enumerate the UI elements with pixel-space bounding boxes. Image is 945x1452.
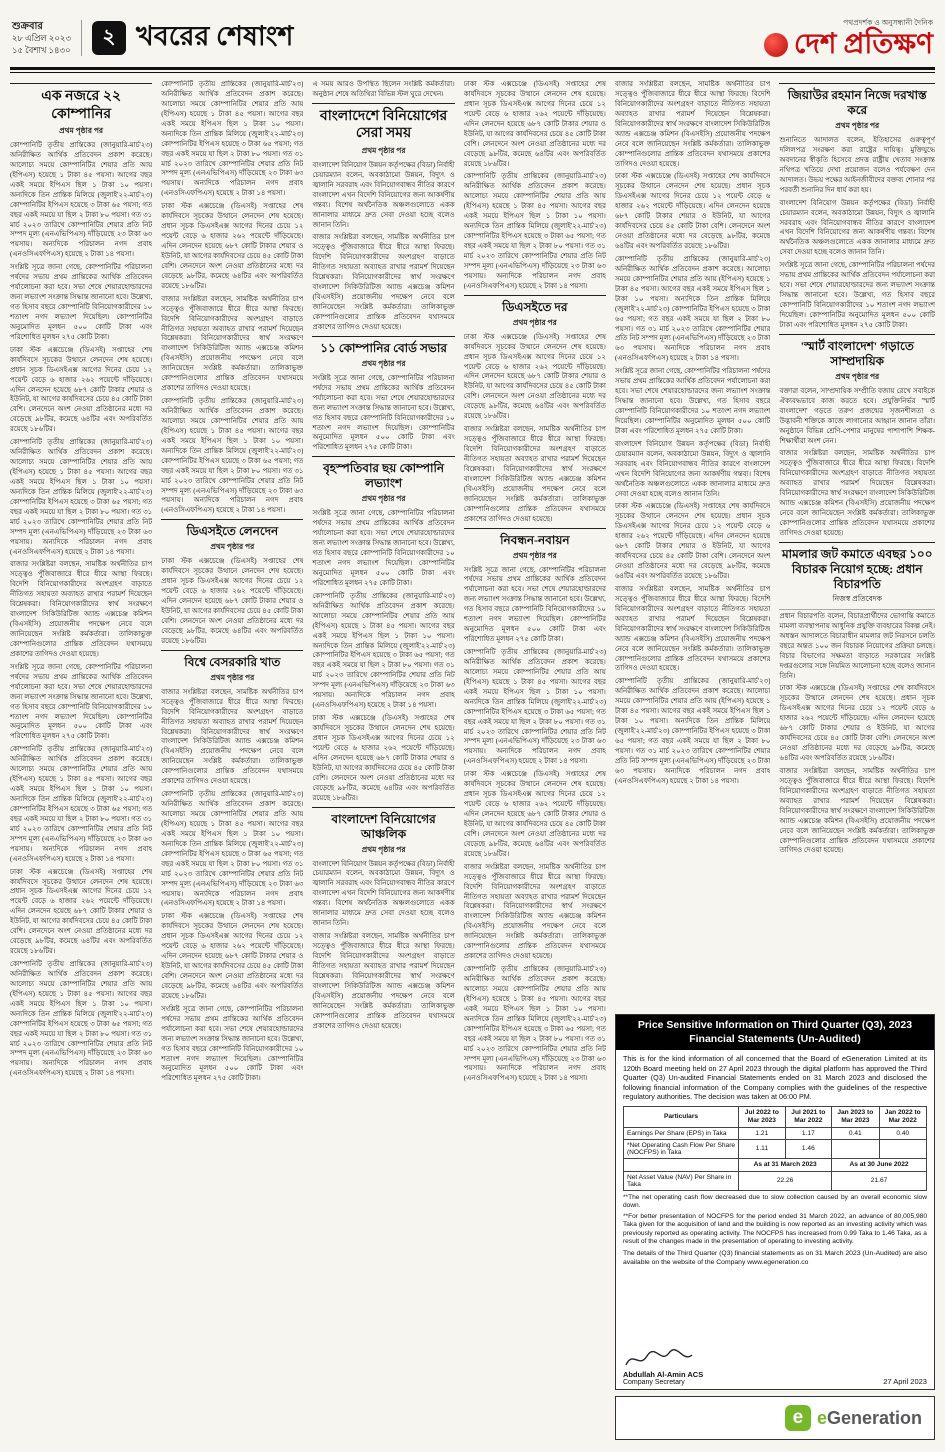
column-4: [464, 80, 606, 1440]
body-paragraph: প্রধান বিচারপতি বলেন, বিচারপ্রার্থীদের ভোগান্তি কমাতে মামলা ব্যবস্থাপনায় আধুনিক প্রযুক্তি ব্যবহারের বিকল্প নেই। অধস্তন আদালতে বিচারাধীন মামলার জট নিরসনে চলতি বছরে অন্তত ১০০ জন বিচারক নিয়োগের প্রক্রিয়া চলছে। বিচার বিভাগের সক্ষমতা বাড়াতে সরকারের সংশ্লিষ্ট দপ্তরগুলোর সঙ্গে নিয়মিত আলোচনা হচ্ছে বলেও জানান তিনি।: [779, 611, 935, 680]
kicker-continued: প্রথম পৃষ্ঠার পর: [59, 126, 104, 135]
body-paragraph: সংশ্লিষ্ট সূত্রে জানা গেছে, কোম্পানিটির পরিচালনা পর্ষদের সভায় প্রথম প্রান্তিকের আর্থিক প্রতিবেদন পর্যালোচনা করা হবে। সভা শেষে শেয়ারহোল্ডারদের জন্য লভ্যাংশ সংক্রান্ত সিদ্ধান্ত জানানো হবে। উল্লেখ্য, গত হিসাব বছরে কোম্পানিটি বিনিয়োগকারীদের ১০ শতাংশ নগদ লভ্যাংশ দিয়েছিল। কোম্পানিটির অনুমোদিত মূলধন ৫০০ কোটি টাকা এবং পরিশোধিত মূলধন ২৭৫ কোটি টাকা।: [463, 565, 606, 644]
body-paragraph: বাজার সংশ্লিষ্টরা বলছেন, সামষ্টিক অর্থনীতির চাপ সত্ত্বেও পুঁজিবাজারে ধীরে ধীরে আস্থা ফিরছে। বিদেশি বিনিয়োগকারীদের অংশগ্রহণ বাড়াতে নীতিগত সহায়তা অব্যাহত রাখার পরামর্শ দিয়েছেন বিশ্লেষকরা। বিনিয়োগকারীদের স্বার্থ সংরক্ষণে বাংলাদেশ সিকিউরিটিজ অ্যান্ড এক্সচেঞ্জ কমিশন (বিএসইসি) প্রয়োজনীয় পদক্ষেপ নেবে বলে জানিয়েছেন সংশ্লিষ্ট কর্মকর্তারা। তালিকাভুক্ত কোম্পানিগুলোর প্রান্তিক প্রতিবেদন যথাসময়ে প্রকাশের তাগিদও দেওয়া হয়েছে।: [614, 80, 771, 168]
weekday: শুক্রবার: [12, 20, 43, 32]
cell-value: 1.46: [785, 1139, 832, 1158]
body-paragraph: কোম্পানিটি তৃতীয় প্রান্তিকের (জানুয়ারি-মার্চ'২৩) অনিরীক্ষিত আর্থিক প্রতিবেদন প্রকাশ করেছে। আলোচ্য সময়ে কোম্পানিটির শেয়ার প্রতি আয় (ইপিএস) হয়েছে ১ টাকা ৪৫ পয়সা। আগের বছর একই সময়ে ইপিএস ছিল ১ টাকা ১০ পয়সা। অন্যদিকে তিন প্রান্তিক মিলিয়ে (জুলাই'২২-মার্চ'২৩) কোম্পানিটির ইপিএস হয়েছে ৩ টাকা ৬৫ পয়সা; গত বছর একই সময়ে যা ছিল ২ টাকা ৮০ পয়সা। গত ৩১ মার্চ ২০২৩ তারিখে কোম্পানিটির শেয়ার প্রতি নিট সম্পদ মূল্য (এনএভিপিএস) দাঁড়িয়েছে ২৩ টাকা ৬৩ পয়সায়। অন্যদিকে পরিচালন নগদ প্রবাহ (এনওসিএফপিএস) হয়েছে ২ টাকা ১৪ পয়সা।: [614, 254, 771, 363]
masthead-rule-thin: [10, 72, 935, 73]
body-paragraph: বাজার সংশ্লিষ্টরা বলছেন, সামষ্টিক অর্থনীতির চাপ সত্ত্বেও পুঁজিবাজারে ধীরে ধীরে আস্থা ফিরছে। বিদেশি বিনিয়োগকারীদের অংশগ্রহণ বাড়াতে নীতিগত সহায়তা অব্যাহত রাখার পরামর্শ দিয়েছেন বিশ্লেষকরা। বিনিয়োগকারীদের স্বার্থ সংরক্ষণে বাংলাদেশ সিকিউরিটিজ অ্যান্ড এক্সচেঞ্জ কমিশন (বিএসইসি) প্রয়োজনীয় পদক্ষেপ নেবে বলে জানিয়েছেন সংশ্লিষ্ট কর্মকর্তারা। তালিকাভুক্ত কোম্পানিগুলোর প্রান্তিক প্রতিবেদন যথাসময়ে প্রকাশের তাগিদও দেওয়া হয়েছে।: [312, 932, 455, 1030]
ad-body: [616, 1050, 934, 1389]
date-bangla: ১৫ বৈশাখ ১৪৩০: [12, 44, 71, 55]
masthead: [10, 12, 935, 64]
col-header: Jan 2023 to Mar 2023: [832, 1106, 879, 1127]
article-body: [312, 161, 454, 333]
headline-zia: জিয়াউর রহমান নিজে দরখাস্ত করে: [779, 83, 935, 120]
signature-block: [623, 1348, 703, 1386]
body-paragraph: ঢাকা স্টক এক্সচেঞ্জে (ডিএসই) সপ্তাহের শেষ কার্যদিবসে সূচকের উত্থানে লেনদেন শেষ হয়েছে। প্রধান সূচক ডিএসইএক্স আগের দিনের চেয়ে ১২ পয়েন্ট বেড়ে ৬ হাজার ২৬২ পয়েন্টে দাঁড়িয়েছে। এদিন লেনদেন হয়েছে ৬৮৭ কোটি টাকার শেয়ার ও ইউনিট, যা আগের কার্যদিবসের চেয়ে ৪৫ কোটি টাকা বেশি। লেনদেনে অংশ নেওয়া প্রতিষ্ঠানের মধ্যে দর বেড়েছে ৯৮টির, কমেছে ৬৪টির এবং অপরিবর্তিত রয়েছে ১৮৬টির।: [10, 345, 153, 434]
col-header: [623, 1158, 738, 1171]
body-paragraph: ঢাকা স্টক এক্সচেঞ্জে (ডিএসই) সপ্তাহের শেষ কার্যদিবসে সূচকের উত্থানে লেনদেন শেষ হয়েছে। প্রধান সূচক ডিএসইএক্স আগের দিনের চেয়ে ১২ পয়েন্ট বেড়ে ৬ হাজার ২৬২ পয়েন্টে দাঁড়িয়েছে। এদিন লেনদেন হয়েছে ৬৮৭ কোটি টাকার শেয়ার ও ইউনিট, যা আগের কার্যদিবসের চেয়ে ৪৫ কোটি টাকা বেশি। লেনদেনে অংশ নেওয়া প্রতিষ্ঠানের মধ্যে দর বেড়েছে ৯৮টির, কমেছে ৬৪টির এবং অপরিবর্তিত রয়েছে ১৮৬টির।: [779, 684, 935, 762]
table-row: [623, 1139, 926, 1158]
body-paragraph: সংশ্লিষ্ট সূত্রে জানা গেছে, কোম্পানিটির পরিচালনা পর্ষদের সভায় প্রথম প্রান্তিকের আর্থিক প্রতিবেদন পর্যালোচনা করা হবে। সভা শেষে শেয়ারহোল্ডারদের জন্য লভ্যাংশ সংক্রান্ত সিদ্ধান্ত জানানো হবে। উল্লেখ্য, গত হিসাব বছরে কোম্পানিটি বিনিয়োগকারীদের ১০ শতাংশ নগদ লভ্যাংশ দিয়েছিল। কোম্পানিটির অনুমোদিত মূলধন ৫০০ কোটি টাকা এবং পরিশোধিত মূলধন ২৭৫ কোটি টাকা।: [161, 1004, 304, 1083]
signatory-title: Company Secretary: [622, 1379, 685, 1386]
body-paragraph: ঢাকা স্টক এক্সচেঞ্জে (ডিএসই) সপ্তাহের শেষ কার্যদিবসে সূচকের উত্থানে লেনদেন শেষ হয়েছে। প্রধান সূচক ডিএসইএক্স আগের দিনের চেয়ে ১২ পয়েন্ট বেড়ে ৬ হাজার ২৬২ পয়েন্টে দাঁড়িয়েছে। এদিন লেনদেন হয়েছে ৬৮৭ কোটি টাকার শেয়ার ও ইউনিট, যা আগের কার্যদিবসের চেয়ে ৪৫ কোটি টাকা বেশি। লেনদেনে অংশ নেওয়া প্রতিষ্ঠানের মধ্যে দর বেড়েছে ৯৮টির, কমেছে ৬৪টির এবং অপরিবর্তিত রয়েছে ১৮৬টির।: [614, 172, 771, 250]
ad-date: 27 April 2023: [883, 1377, 927, 1386]
col-header: Jan 2022 to Mar 2022: [879, 1106, 926, 1127]
body-paragraph: এ সময় আরও উপস্থিত ছিলেন সংশ্লিষ্ট কর্মকর্তারা। অনুষ্ঠান শেষে অতিথিরা বিভিন্ন স্টল ঘুরে দেখেন।: [312, 80, 455, 98]
ad-details-line: The details of the Third Quarter (Q3) financial statements as on 31 March 2023 (Un-Audited) are also available on the website of the Company www.egeneration.co: [622, 1249, 927, 1266]
kicker-continued: প্রথম পৃষ্ঠার পর: [361, 494, 406, 504]
body-paragraph: ঢাকা স্টক এক্সচেঞ্জে (ডিএসই) সপ্তাহের শেষ কার্যদিবসে সূচকের উত্থানে লেনদেন শেষ হয়েছে। প্রধান সূচক ডিএসইএক্স আগের দিনের চেয়ে ১২ পয়েন্ট বেড়ে ৬ হাজার ২৬২ পয়েন্টে দাঁড়িয়েছে। এদিন লেনদেন হয়েছে ৬৮৭ কোটি টাকার শেয়ার ও ইউনিট, যা আগের কার্যদিবসের চেয়ে ৪৫ কোটি টাকা বেশি। লেনদেনে অংশ নেওয়া প্রতিষ্ঠানের মধ্যে দর বেড়েছে ৯৮টির, কমেছে ৬৪টির এবং অপরিবর্তিত রয়েছে ১৮৬টির।: [463, 332, 606, 421]
headline-dse-price: ডিএসইতে দর: [464, 295, 606, 317]
kicker-continued: প্রথম পৃষ্ঠার পর: [512, 550, 557, 560]
kicker-continued: প্রথম পৃষ্ঠার পর: [835, 121, 880, 130]
signature-image: [623, 1348, 695, 1370]
body-paragraph: কোম্পানিটি তৃতীয় প্রান্তিকের (জানুয়ারি-মার্চ'২৩) অনিরীক্ষিত আর্থিক প্রতিবেদন প্রকাশ করেছে। আলোচ্য সময়ে কোম্পানিটির শেয়ার প্রতি আয় (ইপিএস) হয়েছে ১ টাকা ৪৫ পয়সা। আগের বছর একই সময়ে ইপিএস ছিল ১ টাকা ১০ পয়সা। অন্যদিকে তিন প্রান্তিক মিলিয়ে (জুলাই'২২-মার্চ'২৩) কোম্পানিটির ইপিএস হয়েছে ৩ টাকা ৬৫ পয়সা; গত বছর একই সময়ে যা ছিল ২ টাকা ৮০ পয়সা। গত ৩১ মার্চ ২০২৩ তারিখে কোম্পানিটির শেয়ার প্রতি নিট সম্পদ মূল্য (এনএভিপিএস) দাঁড়িয়েছে ২৩ টাকা ৬৩ পয়সায়। অন্যদিকে পরিচালন নগদ প্রবাহ (এনওসিএফপিএস) হয়েছে ২ টাকা ১৪ পয়সা।: [463, 172, 606, 290]
kicker-continued: প্রথম পৃষ্ঠার পর: [361, 145, 406, 155]
cell-value: 22.26: [739, 1171, 832, 1190]
kicker-continued: প্রথম পৃষ্ঠার পর: [210, 672, 255, 682]
body-paragraph: বাজার সংশ্লিষ্টরা বলছেন, সামষ্টিক অর্থনীতির চাপ সত্ত্বেও পুঁজিবাজারে ধীরে ধীরে আস্থা ফিরছে। বিদেশি বিনিয়োগকারীদের অংশগ্রহণ বাড়াতে নীতিগত সহায়তা অব্যাহত রাখার পরামর্শ দিয়েছেন বিশ্লেষকরা। বিনিয়োগকারীদের স্বার্থ সংরক্ষণে বাংলাদেশ সিকিউরিটিজ অ্যান্ড এক্সচেঞ্জ কমিশন (বিএসইসি) প্রয়োজনীয় পদক্ষেপ নেবে বলে জানিয়েছেন সংশ্লিষ্ট কর্মকর্তারা। তালিকাভুক্ত কোম্পানিগুলোর প্রান্তিক প্রতিবেদন যথাসময়ে প্রকাশের তাগিদও দেওয়া হয়েছে।: [779, 449, 935, 537]
ad-footnote-2: **For better presentation of NOCFPS for the period ended 31 March 2022, an advance of 80,005,980 Taka given for the acquisition of land and the building is now reported as an investing activity which was previously reported as operating activity. The NOCFPS has increased from 0.99 Taka to 1.46 Taka, as a result of the changes made in the presentation of operating to investing activity.: [622, 1212, 927, 1246]
col-header: Particulars: [623, 1106, 738, 1127]
body-paragraph: ঢাকা স্টক এক্সচেঞ্জে (ডিএসই) সপ্তাহের শেষ কার্যদিবসে সূচকের উত্থানে লেনদেন শেষ হয়েছে। প্রধান সূচক ডিএসইএক্স আগের দিনের চেয়ে ১২ পয়েন্ট বেড়ে ৬ হাজার ২৬২ পয়েন্টে দাঁড়িয়েছে। এদিন লেনদেন হয়েছে ৬৮৭ কোটি টাকার শেয়ার ও ইউনিট, যা আগের কার্যদিবসের চেয়ে ৪৫ কোটি টাকা বেশি। লেনদেনে অংশ নেওয়া প্রতিষ্ঠানের মধ্যে দর বেড়েছে ৯৮টির, কমেছে ৬৪টির এবং অপরিবর্তিত রয়েছে ১৮৬টির।: [161, 557, 304, 645]
body-paragraph: কোম্পানিটি তৃতীয় প্রান্তিকের (জানুয়ারি-মার্চ'২৩) অনিরীক্ষিত আর্থিক প্রতিবেদন প্রকাশ করেছে। আলোচ্য সময়ে কোম্পানিটির শেয়ার প্রতি আয় (ইপিএস) হয়েছে ১ টাকা ৪৫ পয়সা। আগের বছর একই সময়ে ইপিএস ছিল ১ টাকা ১০ পয়সা। অন্যদিকে তিন প্রান্তিক মিলিয়ে (জুলাই'২২-মার্চ'২৩) কোম্পানিটির ইপিএস হয়েছে ৩ টাকা ৬৫ পয়সা; গত বছর একই সময়ে যা ছিল ২ টাকা ৮০ পয়সা। গত ৩১ মার্চ ২০২৩ তারিখে কোম্পানিটির শেয়ার প্রতি নিট সম্পদ মূল্য (এনএভিপিএস) দাঁড়িয়েছে ২৩ টাকা ৬৩ পয়সায়। অন্যদিকে পরিচালন নগদ প্রবাহ (এনওসিএফপিএস) হয়েছে ২ টাকা ১৪ পয়সা।: [161, 397, 304, 515]
article-body: [161, 557, 303, 646]
column-6: [779, 80, 935, 1008]
body-paragraph: বক্তারা বলেন, সাম্প্রদায়িক সম্প্রীতি বজায় রেখে সবাইকে ঐক্যবদ্ধভাবে কাজ করতে হবে। প্রযুক্তিনির্ভর 'স্মার্ট বাংলাদেশ' গড়তে তরুণ প্রজন্মের সৃজনশীলতা ও উদ্ভাবনী শক্তিকে কাজে লাগানোর আহ্বান জানান তাঁরা। অনুষ্ঠানে বিভিন্ন শ্রেণি-পেশার মানুষের পাশাপাশি শিক্ষক-শিক্ষার্থীরা অংশ নেন।: [779, 386, 935, 445]
article-body: [779, 387, 935, 539]
article-body: [312, 374, 454, 454]
body-paragraph: কোম্পানিটি তৃতীয় প্রান্তিকের (জানুয়ারি-মার্চ'২৩) অনিরীক্ষিত আর্থিক প্রতিবেদন প্রকাশ করেছে। আলোচ্য সময়ে কোম্পানিটির শেয়ার প্রতি আয় (ইপিএস) হয়েছে ১ টাকা ৪৫ পয়সা। আগের বছর একই সময়ে ইপিএস ছিল ১ টাকা ১০ পয়সা। অন্যদিকে তিন প্রান্তিক মিলিয়ে (জুলাই'২২-মার্চ'২৩) কোম্পানিটির ইপিএস হয়েছে ৩ টাকা ৬৫ পয়সা; গত বছর একই সময়ে যা ছিল ২ টাকা ৮০ পয়সা। গত ৩১ মার্চ ২০২৩ তারিখে কোম্পানিটির শেয়ার প্রতি নিট সম্পদ মূল্য (এনএভিপিএস) দাঁড়িয়েছে ২৩ টাকা ৬৩ পয়সায়। অন্যদিকে পরিচালন নগদ প্রবাহ (এনওসিএফপিএস) হয়েছে ২ টাকা ১৪ পয়সা।: [10, 960, 153, 1078]
right-columns: [615, 80, 935, 1008]
cell-value: 21.67: [832, 1171, 927, 1190]
body-paragraph: সংশ্লিষ্ট সূত্রে জানা গেছে, কোম্পানিটির পরিচালনা পর্ষদের সভায় প্রথম প্রান্তিকের আর্থিক প্রতিবেদন পর্যালোচনা করা হবে। সভা শেষে শেয়ারহোল্ডারদের জন্য লভ্যাংশ সংক্রান্ত সিদ্ধান্ত জানানো হবে। উল্লেখ্য, গত হিসাব বছরে কোম্পানিটি বিনিয়োগকারীদের ১০ শতাংশ নগদ লভ্যাংশ দিয়েছিল। কোম্পানিটির অনুমোদিত মূলধন ৫০০ কোটি টাকা এবং পরিশোধিত মূলধন ২৭৫ কোটি টাকা।: [10, 263, 153, 341]
egeneration-logo-text: eGeneration: [816, 1407, 922, 1428]
article-body: [161, 688, 303, 1085]
headline-judges: মামলার জট কমাতে এবছর ১০০ বিচারক নিয়োগ হচ্ছে: প্রধান বিচারপতি: [779, 542, 935, 594]
body-paragraph: বাজার সংশ্লিষ্টরা বলছেন, সামষ্টিক অর্থনীতির চাপ সত্ত্বেও পুঁজিবাজারে ধীরে ধীরে আস্থা ফিরছে। বিদেশি বিনিয়োগকারীদের অংশগ্রহণ বাড়াতে নীতিগত সহায়তা অব্যাহত রাখার পরামর্শ দিয়েছেন বিশ্লেষকরা। বিনিয়োগকারীদের স্বার্থ সংরক্ষণে বাংলাদেশ সিকিউরিটিজ অ্যান্ড এক্সচেঞ্জ কমিশন (বিএসইসি) প্রয়োজনীয় পদক্ষেপ নেবে বলে জানিয়েছেন সংশ্লিষ্ট কর্মকর্তারা। তালিকাভুক্ত কোম্পানিগুলোর প্রান্তিক প্রতিবেদন যথাসময়ে প্রকাশের তাগিদও দেওয়া হয়েছে।: [161, 687, 304, 786]
body-paragraph: বাংলাদেশ বিনিয়োগ উন্নয়ন কর্তৃপক্ষের (বিডা) নির্বাহী চেয়ারম্যান বলেন, অবকাঠামো উন্নয়ন, বিদ্যুৎ ও জ্বালানি সরবরাহ এবং বিনিয়োগবান্ধব নীতির কারণে বাংলাদেশ এখন বিদেশি বিনিয়োগের জন্য আকর্ষণীয় গন্তব্য। বিশেষ অর্থনৈতিক অঞ্চলগুলোতে একক জানালার মাধ্যমে দ্রুত সেবা দেওয়া হচ্ছে বলেও জানান তিনি।: [312, 160, 455, 229]
body-paragraph: ঢাকা স্টক এক্সচেঞ্জে (ডিএসই) সপ্তাহের শেষ কার্যদিবসে সূচকের উত্থানে লেনদেন শেষ হয়েছে। প্রধান সূচক ডিএসইএক্স আগের দিনের চেয়ে ১২ পয়েন্ট বেড়ে ৬ হাজার ২৬২ পয়েন্টে দাঁড়িয়েছে। এদিন লেনদেন হয়েছে ৬৮৭ কোটি টাকার শেয়ার ও ইউনিট, যা আগের কার্যদিবসের চেয়ে ৪৫ কোটি টাকা বেশি। লেনদেনে অংশ নেওয়া প্রতিষ্ঠানের মধ্যে দর বেড়েছে ৯৮টির, কমেছে ৬৪টির এবং অপরিবর্তিত রয়েছে ১৮৬টির।: [161, 912, 304, 1000]
col-header: As at 31 March 2023: [739, 1158, 832, 1171]
kicker-continued: প্রথম পৃষ্ঠার পর: [361, 358, 406, 368]
column-5: [615, 80, 771, 1008]
date-block: [12, 20, 71, 56]
article-body: [312, 80, 454, 100]
col-header: As at 30 June 2022: [832, 1158, 927, 1171]
headline-registration: নিবন্ধন-নবায়ন: [464, 528, 606, 550]
headline-world-private: বিশ্বে বেসরকারি খাত: [161, 650, 303, 672]
body-paragraph: সংশ্লিষ্ট সূত্রে জানা গেছে, কোম্পানিটির পরিচালনা পর্ষদের সভায় প্রথম প্রান্তিকের আর্থিক প্রতিবেদন পর্যালোচনা করা হবে। সভা শেষে শেয়ারহোল্ডারদের জন্য লভ্যাংশ সংক্রান্ত সিদ্ধান্ত জানানো হবে। উল্লেখ্য, গত হিসাব বছরে কোম্পানিটি বিনিয়োগকারীদের ১০ শতাংশ নগদ লভ্যাংশ দিয়েছিল। কোম্পানিটির অনুমোদিত মূলধন ৫০০ কোটি টাকা এবং পরিশোধিত মূলধন ২৭৫ কোটি টাকা।: [614, 367, 771, 435]
article-body: [464, 333, 606, 525]
egeneration-logo-strip: [615, 1396, 935, 1440]
article-body: [615, 80, 771, 787]
headline-dse-trade: ডিএসইতে লেনদেন: [161, 519, 303, 541]
page-columns: [10, 80, 935, 1440]
article-body: [312, 860, 454, 1032]
body-paragraph: কোম্পানিটি তৃতীয় প্রান্তিকের (জানুয়ারি-মার্চ'২৩) অনিরীক্ষিত আর্থিক প্রতিবেদন প্রকাশ করেছে। আলোচ্য সময়ে কোম্পানিটির শেয়ার প্রতি আয় (ইপিএস) হয়েছে ১ টাকা ৪৫ পয়সা। আগের বছর একই সময়ে ইপিএস ছিল ১ টাকা ১০ পয়সা। অন্যদিকে তিন প্রান্তিক মিলিয়ে (জুলাই'২২-মার্চ'২৩) কোম্পানিটির ইপিএস হয়েছে ৩ টাকা ৬৫ পয়সা; গত বছর একই সময়ে যা ছিল ২ টাকা ৮০ পয়সা। গত ৩১ মার্চ ২০২৩ তারিখে কোম্পানিটির শেয়ার প্রতি নিট সম্পদ মূল্য (এনএভিপিএস) দাঁড়িয়েছে ২৩ টাকা ৬৩ পয়সায়। অন্যদিকে পরিচালন নগদ প্রবাহ (এনওসিএফপিএস) হয়েছে ২ টাকা ১৪ পয়সা।: [463, 965, 606, 1083]
divider: [81, 20, 82, 56]
byline: নিজস্ব প্রতিবেদক: [779, 594, 935, 610]
row-label: Net Asset Value (NAV) Per Share in Taka: [623, 1171, 738, 1190]
kicker-continued: প্রথম পৃষ্ঠার পর: [835, 371, 880, 381]
brand-emblem-icon: [764, 33, 788, 57]
body-paragraph: কোম্পানিটি তৃতীয় প্রান্তিকের (জানুয়ারি-মার্চ'২৩) অনিরীক্ষিত আর্থিক প্রতিবেদন প্রকাশ করেছে। আলোচ্য সময়ে কোম্পানিটির শেয়ার প্রতি আয় (ইপিএস) হয়েছে ১ টাকা ৪৫ পয়সা। আগের বছর একই সময়ে ইপিএস ছিল ১ টাকা ১০ পয়সা। অন্যদিকে তিন প্রান্তিক মিলিয়ে (জুলাই'২২-মার্চ'২৩) কোম্পানিটির ইপিএস হয়েছে ৩ টাকা ৬৫ পয়সা; গত বছর একই সময়ে যা ছিল ২ টাকা ৮০ পয়সা। গত ৩১ মার্চ ২০২৩ তারিখে কোম্পানিটির শেয়ার প্রতি নিট সম্পদ মূল্য (এনএভিপিএস) দাঁড়িয়েছে ২৩ টাকা ৬৩ পয়সায়। অন্যদিকে পরিচালন নগদ প্রবাহ (এনওসিএফপিএস) হয়েছে ২ টাকা ১৪ পয়সা।: [463, 648, 606, 766]
body-paragraph: বাজার সংশ্লিষ্টরা বলছেন, সামষ্টিক অর্থনীতির চাপ সত্ত্বেও পুঁজিবাজারে ধীরে ধীরে আস্থা ফিরছে। বিদেশি বিনিয়োগকারীদের অংশগ্রহণ বাড়াতে নীতিগত সহায়তা অব্যাহত রাখার পরামর্শ দিয়েছেন বিশ্লেষকরা। বিনিয়োগকারীদের স্বার্থ সংরক্ষণে বাংলাদেশ সিকিউরিটিজ অ্যান্ড এক্সচেঞ্জ কমিশন (বিএসইসি) প্রয়োজনীয় পদক্ষেপ নেবে বলে জানিয়েছেন সংশ্লিষ্ট কর্মকর্তারা। তালিকাভুক্ত কোম্পানিগুলোর প্রান্তিক প্রতিবেদন যথাসময়ে প্রকাশের তাগিদও দেওয়া হয়েছে।: [312, 233, 455, 331]
body-paragraph: বাজার সংশ্লিষ্টরা বলছেন, সামষ্টিক অর্থনীতির চাপ সত্ত্বেও পুঁজিবাজারে ধীরে ধীরে আস্থা ফিরছে। বিদেশি বিনিয়োগকারীদের অংশগ্রহণ বাড়াতে নীতিগত সহায়তা অব্যাহত রাখার পরামর্শ দিয়েছেন বিশ্লেষকরা। বিনিয়োগকারীদের স্বার্থ সংরক্ষণে বাংলাদেশ সিকিউরিটিজ অ্যান্ড এক্সচেঞ্জ কমিশন (বিএসইসি) প্রয়োজনীয় পদক্ষেপ নেবে বলে জানিয়েছেন সংশ্লিষ্ট কর্মকর্তারা। তালিকাভুক্ত কোম্পানিগুলোর প্রান্তিক প্রতিবেদন যথাসময়ে প্রকাশের তাগিদও দেওয়া হয়েছে।: [10, 560, 153, 658]
column-3: [312, 80, 454, 1440]
signatory-name: Abdullah Al-Amin ACS: [622, 1370, 704, 1379]
body-paragraph: ঢাকা স্টক এক্সচেঞ্জে (ডিএসই) সপ্তাহের শেষ কার্যদিবসে সূচকের উত্থানে লেনদেন শেষ হয়েছে। প্রধান সূচক ডিএসইএক্স আগের দিনের চেয়ে ১২ পয়েন্ট বেড়ে ৬ হাজার ২৬২ পয়েন্টে দাঁড়িয়েছে। এদিন লেনদেন হয়েছে ৬৮৭ কোটি টাকার শেয়ার ও ইউনিট, যা আগের কার্যদিবসের চেয়ে ৪৫ কোটি টাকা বেশি। লেনদেনে অংশ নেওয়া প্রতিষ্ঠানের মধ্যে দর বেড়েছে ৯৮টির, কমেছে ৬৪টির এবং অপরিবর্তিত রয়েছে ১৮৬টির।: [312, 714, 455, 802]
cell-value: [879, 1139, 926, 1158]
brand-tagline: পথপ্রদর্শক ও অনুসন্ধানী দৈনিক: [843, 17, 933, 27]
col-header: Jul 2021 to Mar 2022: [785, 1106, 832, 1127]
body-paragraph: কোম্পানিটি তৃতীয় প্রান্তিকের (জানুয়ারি-মার্চ'২৩) অনিরীক্ষিত আর্থিক প্রতিবেদন প্রকাশ করেছে। আলোচ্য সময়ে কোম্পানিটির শেয়ার প্রতি আয় (ইপিএস) হয়েছে ১ টাকা ৪৫ পয়সা। আগের বছর একই সময়ে ইপিএস ছিল ১ টাকা ১০ পয়সা। অন্যদিকে তিন প্রান্তিক মিলিয়ে (জুলাই'২২-মার্চ'২৩) কোম্পানিটির ইপিএস হয়েছে ৩ টাকা ৬৫ পয়সা; গত বছর একই সময়ে যা ছিল ২ টাকা ৮০ পয়সা। গত ৩১ মার্চ ২০২৩ তারিখে কোম্পানিটির শেয়ার প্রতি নিট সম্পদ মূল্য (এনএভিপিএস) দাঁড়িয়েছে ২৩ টাকা ৬৩ পয়সায়। অন্যদিকে পরিচালন নগদ প্রবাহ (এনওসিএফপিএস) হয়েছে ২ টাকা ১৪ পয়সা।: [161, 790, 304, 908]
table-header-row: [623, 1158, 926, 1171]
ad-intro-text: This is for the kind information of all concerned that the Board of eGeneration Limited at its 120th Board meeting held on 27 April 2023 through the digital platform has approved the Third Quarter (Q3) Un-audited Financial Statements ended on 31 March 2023 and disclosed the following financial information of the Company complies with the guidelines of the respective regulatory authorities. The decision was taken at 06:00 PM.: [622, 1054, 927, 1102]
body-paragraph: ঢাকা স্টক এক্সচেঞ্জে (ডিএসই) সপ্তাহের শেষ কার্যদিবসে সূচকের উত্থানে লেনদেন শেষ হয়েছে। প্রধান সূচক ডিএসইএক্স আগের দিনের চেয়ে ১২ পয়েন্ট বেড়ে ৬ হাজার ২৬২ পয়েন্টে দাঁড়িয়েছে। এদিন লেনদেন হয়েছে ৬৮৭ কোটি টাকার শেয়ার ও ইউনিট, যা আগের কার্যদিবসের চেয়ে ৪৫ কোটি টাকা বেশি। লেনদেনে অংশ নেওয়া প্রতিষ্ঠানের মধ্যে দর বেড়েছে ৯৮টির, কমেছে ৬৪টির এবং অপরিবর্তিত রয়েছে ১৮৬টির।: [161, 202, 304, 290]
ad-footnote-1: **The net operating cash flow decreased due to slow collection caused by an overall economic slow down.: [622, 1193, 927, 1210]
cell-value: [832, 1139, 879, 1158]
cell-value: 1.21: [739, 1127, 786, 1139]
egeneration-logo-icon: e: [785, 1405, 811, 1431]
brand-name: দেশ প্রতিক্ষণ: [793, 28, 933, 60]
cell-value: 0.41: [832, 1127, 879, 1139]
body-paragraph: বাংলাদেশ বিনিয়োগ উন্নয়ন কর্তৃপক্ষের (বিডা) নির্বাহী চেয়ারম্যান বলেন, অবকাঠামো উন্নয়ন, বিদ্যুৎ ও জ্বালানি সরবরাহ এবং বিনিয়োগবান্ধব নীতির কারণে বাংলাদেশ এখন বিদেশি বিনিয়োগের জন্য আকর্ষণীয় গন্তব্য। বিশেষ অর্থনৈতিক অঞ্চলগুলোতে একক জানালার মাধ্যমে দ্রুত সেবা দেওয়া হচ্ছে বলেও জানান তিনি।: [779, 198, 935, 257]
article-body: [779, 612, 935, 857]
article-body: [161, 80, 303, 516]
article-body: [10, 141, 152, 1079]
body-paragraph: কোম্পানিটি তৃতীয় প্রান্তিকের (জানুয়ারি-মার্চ'২৩) অনিরীক্ষিত আর্থিক প্রতিবেদন প্রকাশ করেছে। আলোচ্য সময়ে কোম্পানিটির শেয়ার প্রতি আয় (ইপিএস) হয়েছে ১ টাকা ৪৫ পয়সা। আগের বছর একই সময়ে ইপিএস ছিল ১ টাকা ১০ পয়সা। অন্যদিকে তিন প্রান্তিক মিলিয়ে (জুলাই'২২-মার্চ'২৩) কোম্পানিটির ইপিএস হয়েছে ৩ টাকা ৬৫ পয়সা; গত বছর একই সময়ে যা ছিল ২ টাকা ৮০ পয়সা। গত ৩১ মার্চ ২০২৩ তারিখে কোম্পানিটির শেয়ার প্রতি নিট সম্পদ মূল্য (এনএভিপিএস) দাঁড়িয়েছে ২৩ টাকা ৬৩ পয়সায়। অন্যদিকে পরিচালন নগদ প্রবাহ (এনওসিএফপিএস) হয়েছে ২ টাকা ১৪ পয়সা।: [312, 591, 455, 710]
body-paragraph: সংশ্লিষ্ট সূত্রে জানা গেছে, কোম্পানিটির পরিচালনা পর্ষদের সভায় প্রথম প্রান্তিকের আর্থিক প্রতিবেদন পর্যালোচনা করা হবে। সভা শেষে শেয়ারহোল্ডারদের জন্য লভ্যাংশ সংক্রান্ত সিদ্ধান্ত জানানো হবে। উল্লেখ্য, গত হিসাব বছরে কোম্পানিটি বিনিয়োগকারীদের ১০ শতাংশ নগদ লভ্যাংশ দিয়েছিল। কোম্পানিটির অনুমোদিত মূলধন ৫০০ কোটি টাকা এবং পরিশোধিত মূলধন ২৭৫ কোটি টাকা।: [10, 662, 153, 741]
article-body: [464, 566, 606, 1085]
body-paragraph: বাজার সংশ্লিষ্টরা বলছেন, সামষ্টিক অর্থনীতির চাপ সত্ত্বেও পুঁজিবাজারে ধীরে ধীরে আস্থা ফিরছে। বিদেশি বিনিয়োগকারীদের অংশগ্রহণ বাড়াতে নীতিগত সহায়তা অব্যাহত রাখার পরামর্শ দিয়েছেন বিশ্লেষকরা। বিনিয়োগকারীদের স্বার্থ সংরক্ষণে বাংলাদেশ সিকিউরিটিজ অ্যান্ড এক্সচেঞ্জ কমিশন (বিএসইসি) প্রয়োজনীয় পদক্ষেপ নেবে বলে জানিয়েছেন সংশ্লিষ্ট কর্মকর্তারা। তালিকাভুক্ত কোম্পানিগুলোর প্রান্তিক প্রতিবেদন যথাসময়ে প্রকাশের তাগিদও দেওয়া হয়েছে।: [614, 584, 771, 673]
body-paragraph: সংশ্লিষ্ট সূত্রে জানা গেছে, কোম্পানিটির পরিচালনা পর্ষদের সভায় প্রথম প্রান্তিকের আর্থিক প্রতিবেদন পর্যালোচনা করা হবে। সভা শেষে শেয়ারহোল্ডারদের জন্য লভ্যাংশ সংক্রান্ত সিদ্ধান্ত জানানো হবে। উল্লেখ্য, গত হিসাব বছরে কোম্পানিটি বিনিয়োগকারীদের ১০ শতাংশ নগদ লভ্যাংশ দিয়েছিল। কোম্পানিটির অনুমোদিত মূলধন ৫০০ কোটি টাকা এবং পরিশোধিত মূলধন ২৭৫ কোটি টাকা।: [312, 373, 455, 452]
col-header: Jul 2022 to Mar 2023: [739, 1106, 786, 1127]
cell-value: 1.17: [785, 1127, 832, 1139]
body-paragraph: কোম্পানিটি তৃতীয় প্রান্তিকের (জানুয়ারি-মার্চ'২৩) অনিরীক্ষিত আর্থিক প্রতিবেদন প্রকাশ করেছে। আলোচ্য সময়ে কোম্পানিটির শেয়ার প্রতি আয় (ইপিএস) হয়েছে ১ টাকা ৪৫ পয়সা। আগের বছর একই সময়ে ইপিএস ছিল ১ টাকা ১০ পয়সা। অন্যদিকে তিন প্রান্তিক মিলিয়ে (জুলাই'২২-মার্চ'২৩) কোম্পানিটির ইপিএস হয়েছে ৩ টাকা ৬৫ পয়সা; গত বছর একই সময়ে যা ছিল ২ টাকা ৮০ পয়সা। গত ৩১ মার্চ ২০২৩ তারিখে কোম্পানিটির শেয়ার প্রতি নিট সম্পদ মূল্য (এনএভিপিএস) দাঁড়িয়েছে ২৩ টাকা ৬৩ পয়সায়। অন্যদিকে পরিচালন নগদ প্রবাহ (এনওসিএফপিএস) হয়েছে ২ টাকা ১৪ পয়সা।: [10, 438, 153, 556]
headline-regional-hub: বাংলাদেশ বিনিয়োগের আঞ্চলিক: [312, 807, 454, 844]
kicker-continued: প্রথম পৃষ্ঠার পর: [512, 317, 557, 327]
body-paragraph: ঢাকা স্টক এক্সচেঞ্জে (ডিএসই) সপ্তাহের শেষ কার্যদিবসে সূচকের উত্থানে লেনদেন শেষ হয়েছে। প্রধান সূচক ডিএসইএক্স আগের দিনের চেয়ে ১২ পয়েন্ট বেড়ে ৬ হাজার ২৬২ পয়েন্টে দাঁড়িয়েছে। এদিন লেনদেন হয়েছে ৬৮৭ কোটি টাকার শেয়ার ও ইউনিট, যা আগের কার্যদিবসের চেয়ে ৪৫ কোটি টাকা বেশি। লেনদেনে অংশ নেওয়া প্রতিষ্ঠানের মধ্যে দর বেড়েছে ৯৮টির, কমেছে ৬৪টির এবং অপরিবর্তিত রয়েছে ১৮৬টির।: [463, 770, 606, 858]
article-body: [779, 136, 935, 331]
masthead-rule-thick: [10, 67, 935, 70]
body-paragraph: বাজার সংশ্লিষ্টরা বলছেন, সামষ্টিক অর্থনীতির চাপ সত্ত্বেও পুঁজিবাজারে ধীরে ধীরে আস্থা ফিরছে। বিদেশি বিনিয়োগকারীদের অংশগ্রহণ বাড়াতে নীতিগত সহায়তা অব্যাহত রাখার পরামর্শ দিয়েছেন বিশ্লেষকরা। বিনিয়োগকারীদের স্বার্থ সংরক্ষণে বাংলাদেশ সিকিউরিটিজ অ্যান্ড এক্সচেঞ্জ কমিশন (বিএসইসি) প্রয়োজনীয় পদক্ষেপ নেবে বলে জানিয়েছেন সংশ্লিষ্ট কর্মকর্তারা। তালিকাভুক্ত কোম্পানিগুলোর প্রান্তিক প্রতিবেদন যথাসময়ে প্রকাশের তাগিদও দেওয়া হয়েছে।: [463, 862, 606, 961]
headline-board-meetings: ১১ কোম্পানির বোর্ড সভার: [312, 336, 454, 358]
page-number: ২: [92, 21, 126, 55]
body-paragraph: বাজার সংশ্লিষ্টরা বলছেন, সামষ্টিক অর্থনীতির চাপ সত্ত্বেও পুঁজিবাজারে ধীরে ধীরে আস্থা ফিরছে। বিদেশি বিনিয়োগকারীদের অংশগ্রহণ বাড়াতে নীতিগত সহায়তা অব্যাহত রাখার পরামর্শ দিয়েছেন বিশ্লেষকরা। বিনিয়োগকারীদের স্বার্থ সংরক্ষণে বাংলাদেশ সিকিউরিটিজ অ্যান্ড এক্সচেঞ্জ কমিশন (বিএসইসি) প্রয়োজনীয় পদক্ষেপ নেবে বলে জানিয়েছেন সংশ্লিষ্ট কর্মকর্তারা। তালিকাভুক্ত কোম্পানিগুলোর প্রান্তিক প্রতিবেদন যথাসময়ে প্রকাশের তাগিদও দেওয়া হয়েছে।: [779, 766, 935, 855]
headline-glance-22: এক নজরে ২২ কোম্পানির: [10, 83, 152, 125]
body-paragraph: সংশ্লিষ্ট সূত্রে জানা গেছে, কোম্পানিটির পরিচালনা পর্ষদের সভায় প্রথম প্রান্তিকের আর্থিক প্রতিবেদন পর্যালোচনা করা হবে। সভা শেষে শেয়ারহোল্ডারদের জন্য লভ্যাংশ সংক্রান্ত সিদ্ধান্ত জানানো হবে। উল্লেখ্য, গত হিসাব বছরে কোম্পানিটি বিনিয়োগকারীদের ১০ শতাংশ নগদ লভ্যাংশ দিয়েছিল। কোম্পানিটির অনুমোদিত মূলধন ৫০০ কোটি টাকা এবং পরিশোধিত মূলধন ২৭৫ কোটি টাকা।: [779, 261, 935, 329]
headline-dividends-6: বৃহস্পতিবার ছয় কোম্পানি লভ্যাংশ: [312, 456, 454, 493]
row-label: *Net Operating Cash Flow Per Share (NOCFPS) in Taka: [623, 1139, 738, 1158]
body-paragraph: ঢাকা স্টক এক্সচেঞ্জে (ডিএসই) সপ্তাহের শেষ কার্যদিবসে সূচকের উত্থানে লেনদেন শেষ হয়েছে। প্রধান সূচক ডিএসইএক্স আগের দিনের চেয়ে ১২ পয়েন্ট বেড়ে ৬ হাজার ২৬২ পয়েন্টে দাঁড়িয়েছে। এদিন লেনদেন হয়েছে ৬৮৭ কোটি টাকার শেয়ার ও ইউনিট, যা আগের কার্যদিবসের চেয়ে ৪৫ কোটি টাকা বেশি। লেনদেনে অংশ নেওয়া প্রতিষ্ঠানের মধ্যে দর বেড়েছে ৯৮টির, কমেছে ৬৪টির এবং অপরিবর্তিত রয়েছে ১৮৬টির।: [614, 502, 771, 580]
cell-value: 1.11: [739, 1139, 786, 1158]
body-paragraph: কোম্পানিটি তৃতীয় প্রান্তিকের (জানুয়ারি-মার্চ'২৩) অনিরীক্ষিত আর্থিক প্রতিবেদন প্রকাশ করেছে। আলোচ্য সময়ে কোম্পানিটির শেয়ার প্রতি আয় (ইপিএস) হয়েছে ১ টাকা ৪৫ পয়সা। আগের বছর একই সময়ে ইপিএস ছিল ১ টাকা ১০ পয়সা। অন্যদিকে তিন প্রান্তিক মিলিয়ে (জুলাই'২২-মার্চ'২৩) কোম্পানিটির ইপিএস হয়েছে ৩ টাকা ৬৫ পয়সা; গত বছর একই সময়ে যা ছিল ২ টাকা ৮০ পয়সা। গত ৩১ মার্চ ২০২৩ তারিখে কোম্পানিটির শেয়ার প্রতি নিট সম্পদ মূল্য (এনএভিপিএস) দাঁড়িয়েছে ২৩ টাকা ৬৩ পয়সায়। অন্যদিকে পরিচালন নগদ প্রবাহ (এনওসিএফপিএস) হয়েছে ২ টাকা ১৪ পয়সা।: [10, 745, 153, 863]
price-sensitive-ad: [615, 1014, 935, 1390]
table-row: [623, 1171, 926, 1190]
body-paragraph: ঢাকা স্টক এক্সচেঞ্জে (ডিএসই) সপ্তাহের শেষ কার্যদিবসে সূচকের উত্থানে লেনদেন শেষ হয়েছে। প্রধান সূচক ডিএসইএক্স আগের দিনের চেয়ে ১২ পয়েন্ট বেড়ে ৬ হাজার ২৬২ পয়েন্টে দাঁড়িয়েছে। এদিন লেনদেন হয়েছে ৬৮৭ কোটি টাকার শেয়ার ও ইউনিট, যা আগের কার্যদিবসের চেয়ে ৪৫ কোটি টাকা বেশি। লেনদেনে অংশ নেওয়া প্রতিষ্ঠানের মধ্যে দর বেড়েছে ৯৮টির, কমেছে ৬৪টির এবং অপরিবর্তিত রয়েছে ১৮৬টির।: [463, 80, 606, 168]
newspaper-brand: [764, 18, 933, 59]
body-paragraph: বাজার সংশ্লিষ্টরা বলছেন, সামষ্টিক অর্থনীতির চাপ সত্ত্বেও পুঁজিবাজারে ধীরে ধীরে আস্থা ফিরছে। বিদেশি বিনিয়োগকারীদের অংশগ্রহণ বাড়াতে নীতিগত সহায়তা অব্যাহত রাখার পরামর্শ দিয়েছেন বিশ্লেষকরা। বিনিয়োগকারীদের স্বার্থ সংরক্ষণে বাংলাদেশ সিকিউরিটিজ অ্যান্ড এক্সচেঞ্জ কমিশন (বিএসইসি) প্রয়োজনীয় পদক্ষেপ নেবে বলে জানিয়েছেন সংশ্লিষ্ট কর্মকর্তারা। তালিকাভুক্ত কোম্পানিগুলোর প্রান্তিক প্রতিবেদন যথাসময়ে প্রকাশের তাগিদও দেওয়া হয়েছে।: [463, 425, 606, 523]
body-paragraph: কোম্পানিটি তৃতীয় প্রান্তিকের (জানুয়ারি-মার্চ'২৩) অনিরীক্ষিত আর্থিক প্রতিবেদন প্রকাশ করেছে। আলোচ্য সময়ে কোম্পানিটির শেয়ার প্রতি আয় (ইপিএস) হয়েছে ১ টাকা ৪৫ পয়সা। আগের বছর একই সময়ে ইপিএস ছিল ১ টাকা ১০ পয়সা। অন্যদিকে তিন প্রান্তিক মিলিয়ে (জুলাই'২২-মার্চ'২৩) কোম্পানিটির ইপিএস হয়েছে ৩ টাকা ৬৫ পয়সা; গত বছর একই সময়ে যা ছিল ২ টাকা ৮০ পয়সা। গত ৩১ মার্চ ২০২৩ তারিখে কোম্পানিটির শেয়ার প্রতি নিট সম্পদ মূল্য (এনএভিপিএস) দাঁড়িয়েছে ২৩ টাকা ৬৩ পয়সায়। অন্যদিকে পরিচালন নগদ প্রবাহ (এনওসিএফপিএস) হয়েছে ২ টাকা ১৪ পয়সা।: [161, 80, 304, 198]
cell-value: 0.40: [879, 1127, 926, 1139]
kicker-continued: প্রথম পৃষ্ঠার পর: [361, 844, 406, 854]
section-title: খবরের শেষাংশ: [135, 20, 294, 51]
headline-best-time: বাংলাদেশে বিনিয়োগের সেরা সময়: [312, 103, 454, 145]
body-paragraph: বাংলাদেশ বিনিয়োগ উন্নয়ন কর্তৃপক্ষের (বিডা) নির্বাহী চেয়ারম্যান বলেন, অবকাঠামো উন্নয়ন, বিদ্যুৎ ও জ্বালানি সরবরাহ এবং বিনিয়োগবান্ধব নীতির কারণে বাংলাদেশ এখন বিদেশি বিনিয়োগের জন্য আকর্ষণীয় গন্তব্য। বিশেষ অর্থনৈতিক অঞ্চলগুলোতে একক জানালার মাধ্যমে দ্রুত সেবা দেওয়া হচ্ছে বলেও জানান তিনি।: [614, 439, 771, 498]
column-1: [10, 80, 152, 1440]
brand-row: [764, 28, 933, 60]
table-header-row: [623, 1106, 926, 1127]
article-body: [312, 509, 454, 803]
financial-table: [623, 1106, 927, 1191]
body-paragraph: ঢাকা স্টক এক্সচেঞ্জে (ডিএসই) সপ্তাহের শেষ কার্যদিবসে সূচকের উত্থানে লেনদেন শেষ হয়েছে। প্রধান সূচক ডিএসইএক্স আগের দিনের চেয়ে ১২ পয়েন্ট বেড়ে ৬ হাজার ২৬২ পয়েন্টে দাঁড়িয়েছে। এদিন লেনদেন হয়েছে ৬৮৭ কোটি টাকার শেয়ার ও ইউনিট, যা আগের কার্যদিবসের চেয়ে ৪৫ কোটি টাকা বেশি। লেনদেনে অংশ নেওয়া প্রতিষ্ঠানের মধ্যে দর বেড়েছে ৯৮টির, কমেছে ৬৪টির এবং অপরিবর্তিত রয়েছে ১৮৬টির।: [10, 867, 153, 956]
column-2: [161, 80, 303, 1440]
body-paragraph: বাজার সংশ্লিষ্টরা বলছেন, সামষ্টিক অর্থনীতির চাপ সত্ত্বেও পুঁজিবাজারে ধীরে ধীরে আস্থা ফিরছে। বিদেশি বিনিয়োগকারীদের অংশগ্রহণ বাড়াতে নীতিগত সহায়তা অব্যাহত রাখার পরামর্শ দিয়েছেন বিশ্লেষকরা। বিনিয়োগকারীদের স্বার্থ সংরক্ষণে বাংলাদেশ সিকিউরিটিজ অ্যান্ড এক্সচেঞ্জ কমিশন (বিএসইসি) প্রয়োজনীয় পদক্ষেপ নেবে বলে জানিয়েছেন সংশ্লিষ্ট কর্মকর্তারা। তালিকাভুক্ত কোম্পানিগুলোর প্রান্তিক প্রতিবেদন যথাসময়ে প্রকাশের তাগিদও দেওয়া হয়েছে।: [161, 294, 304, 393]
kicker-continued: প্রথম পৃষ্ঠার পর: [210, 542, 255, 552]
date-gregorian: ২৮ এপ্রিল ২০২৩: [12, 33, 71, 44]
signature-row: [623, 1346, 927, 1386]
right-column-group: [615, 80, 935, 1440]
body-paragraph: বাংলাদেশ বিনিয়োগ উন্নয়ন কর্তৃপক্ষের (বিডা) নির্বাহী চেয়ারম্যান বলেন, অবকাঠামো উন্নয়ন, বিদ্যুৎ ও জ্বালানি সরবরাহ এবং বিনিয়োগবান্ধব নীতির কারণে বাংলাদেশ এখন বিদেশি বিনিয়োগের জন্য আকর্ষণীয় গন্তব্য। বিশেষ অর্থনৈতিক অঞ্চলগুলোতে একক জানালার মাধ্যমে দ্রুত সেবা দেওয়া হচ্ছে বলেও জানান তিনি।: [312, 859, 455, 928]
body-paragraph: কোম্পানিটি তৃতীয় প্রান্তিকের (জানুয়ারি-মার্চ'২৩) অনিরীক্ষিত আর্থিক প্রতিবেদন প্রকাশ করেছে। আলোচ্য সময়ে কোম্পানিটির শেয়ার প্রতি আয় (ইপিএস) হয়েছে ১ টাকা ৪৫ পয়সা। আগের বছর একই সময়ে ইপিএস ছিল ১ টাকা ১০ পয়সা। অন্যদিকে তিন প্রান্তিক মিলিয়ে (জুলাই'২২-মার্চ'২৩) কোম্পানিটির ইপিএস হয়েছে ৩ টাকা ৬৫ পয়সা; গত বছর একই সময়ে যা ছিল ২ টাকা ৮০ পয়সা। গত ৩১ মার্চ ২০২৩ তারিখে কোম্পানিটির শেয়ার প্রতি নিট সম্পদ মূল্য (এনএভিপিএস) দাঁড়িয়েছে ২৩ টাকা ৬৩ পয়সায়। অন্যদিকে পরিচালন নগদ প্রবাহ (এনওসিএফপিএস) হয়েছে ২ টাকা ১৪ পয়সা।: [10, 141, 153, 259]
body-paragraph: শুনানিতে আদালত বলেন, ইতিহাসের গুরুত্বপূর্ণ দলিলপত্র সংরক্ষণ করা রাষ্ট্রের দায়িত্ব। মুক্তিযুদ্ধে অবদানের স্বীকৃতি হিসেবে প্রদত্ত রাষ্ট্রীয় খেতাব সংক্রান্ত নথিপত্র খতিয়ে দেখা প্রয়োজন বলেও পর্যবেক্ষণ দেন আদালত। উভয় পক্ষের আইনজীবীদের বক্তব্য শোনার পর পরবর্তী শুনানির দিন ধার্য করা হয়।: [779, 136, 935, 194]
row-label: Earnings Per Share (EPS) in Taka: [623, 1127, 738, 1139]
article-body: [464, 80, 606, 292]
body-paragraph: কোম্পানিটি তৃতীয় প্রান্তিকের (জানুয়ারি-মার্চ'২৩) অনিরীক্ষিত আর্থিক প্রতিবেদন প্রকাশ করেছে। আলোচ্য সময়ে কোম্পানিটির শেয়ার প্রতি আয় (ইপিএস) হয়েছে ১ টাকা ৪৫ পয়সা। আগের বছর একই সময়ে ইপিএস ছিল ১ টাকা ১০ পয়সা। অন্যদিকে তিন প্রান্তিক মিলিয়ে (জুলাই'২২-মার্চ'২৩) কোম্পানিটির ইপিএস হয়েছে ৩ টাকা ৬৫ পয়সা; গত বছর একই সময়ে যা ছিল ২ টাকা ৮০ পয়সা। গত ৩১ মার্চ ২০২৩ তারিখে কোম্পানিটির শেয়ার প্রতি নিট সম্পদ মূল্য (এনএভিপিএস) দাঁড়িয়েছে ২৩ টাকা ৬৩ পয়সায়। অন্যদিকে পরিচালন নগদ প্রবাহ (এনওসিএফপিএস) হয়েছে ২ টাকা ১৪ পয়সা।: [614, 677, 771, 785]
body-paragraph: সংশ্লিষ্ট সূত্রে জানা গেছে, কোম্পানিটির পরিচালনা পর্ষদের সভায় প্রথম প্রান্তিকের আর্থিক প্রতিবেদন পর্যালোচনা করা হবে। সভা শেষে শেয়ারহোল্ডারদের জন্য লভ্যাংশ সংক্রান্ত সিদ্ধান্ত জানানো হবে। উল্লেখ্য, গত হিসাব বছরে কোম্পানিটি বিনিয়োগকারীদের ১০ শতাংশ নগদ লভ্যাংশ দিয়েছিল। কোম্পানিটির অনুমোদিত মূলধন ৫০০ কোটি টাকা এবং পরিশোধিত মূলধন ২৭৫ কোটি টাকা।: [312, 509, 455, 587]
table-row: [623, 1127, 926, 1139]
ad-title: Price Sensitive Information on Third Quarter (Q3), 2023 Financial Statements (Un-Audited): [616, 1015, 934, 1050]
headline-smart-bd: 'স্মার্ট বাংলাদেশ' গড়াতে সাম্প্রদায়িক: [779, 334, 935, 371]
